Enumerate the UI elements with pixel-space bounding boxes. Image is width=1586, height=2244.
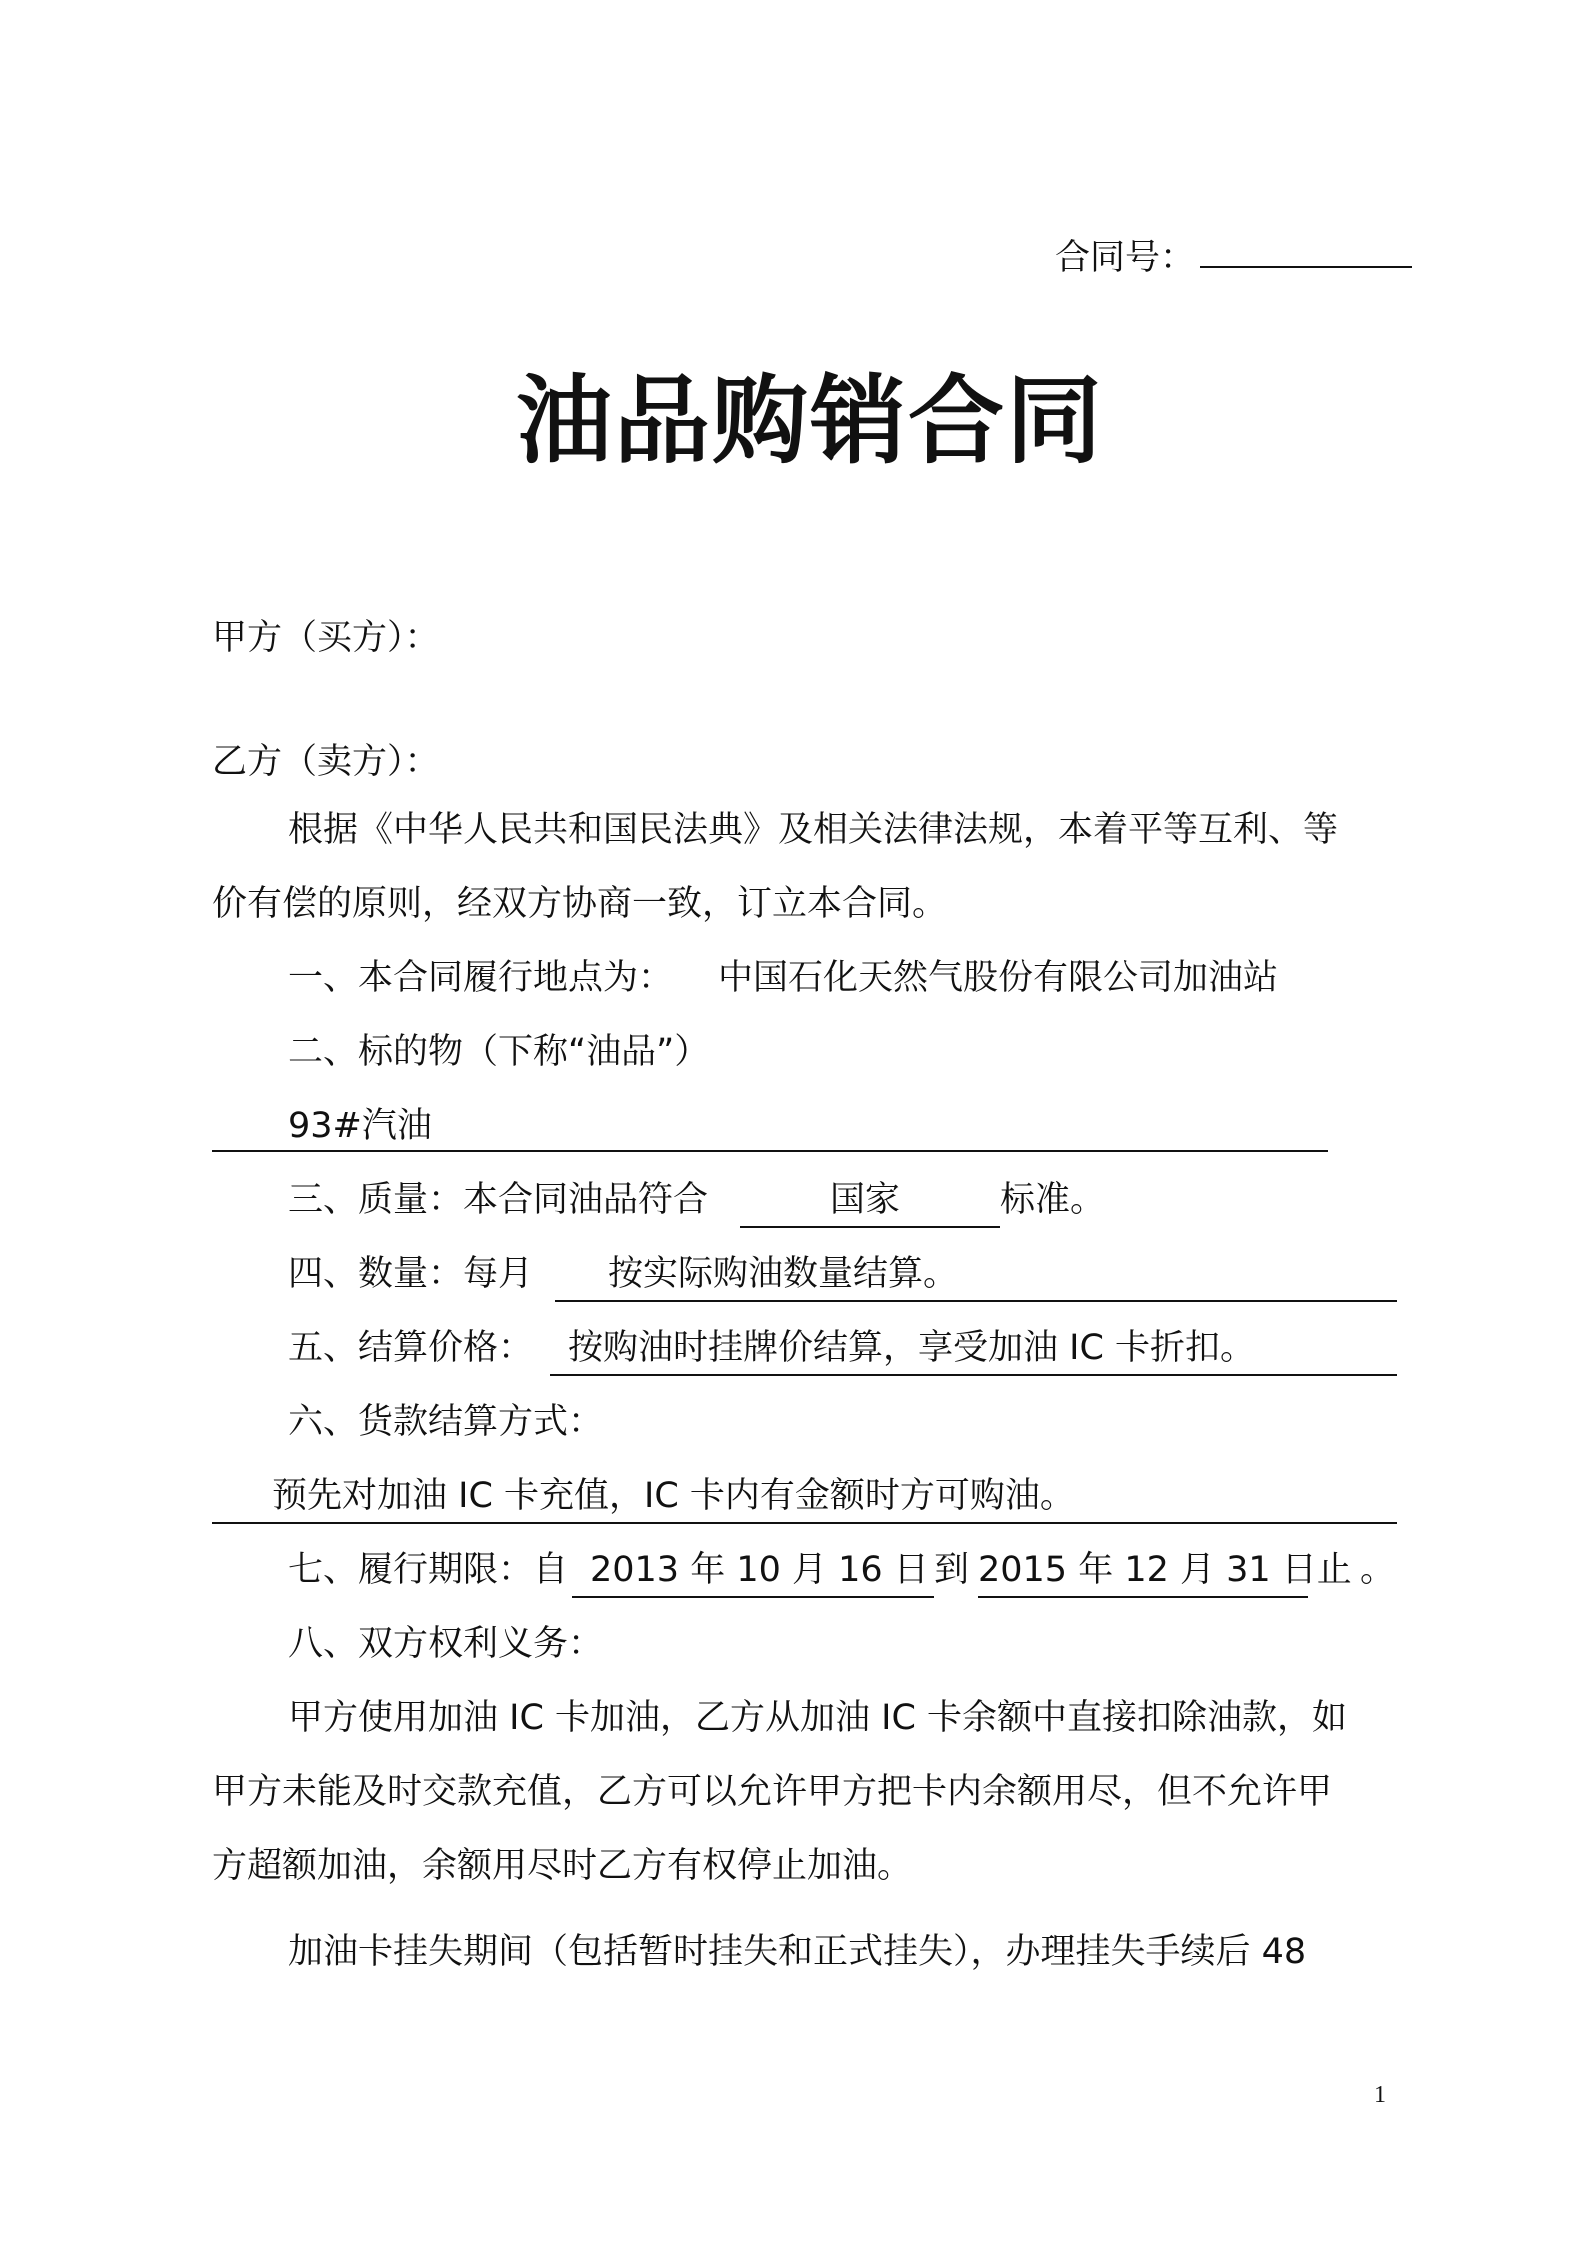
clause-7-end-date: 2015 年 12 月 31 日止 xyxy=(978,1550,1352,1590)
clause-7-end-underline xyxy=(978,1596,1308,1598)
clause-7-start-date: 2013 年 10 月 16 日 xyxy=(590,1550,929,1590)
clause-6-value: 预先对加油 IC 卡充值，IC 卡内有金额时方可购油。 xyxy=(272,1476,1075,1516)
preamble-line-2: 价有偿的原则，经双方协商一致，订立本合同。 xyxy=(212,884,948,924)
paragraph-1-line-3: 方超额加油，余额用尽时乙方有权停止加油。 xyxy=(212,1846,913,1886)
party-a-label: 甲方（买方）： xyxy=(212,618,440,658)
clause-5-label: 五、结算价格： xyxy=(288,1328,534,1368)
clause-1-value: 中国石化天然气股份有限公司加油站 xyxy=(718,958,1279,998)
clause-3-label: 三、质量：本合同油品符合 xyxy=(288,1180,709,1220)
clause-2-label: 二、标的物（下称“油品”） xyxy=(288,1032,710,1072)
clause-7-to: 到 xyxy=(934,1550,970,1590)
clause-2-value: 93#汽油 xyxy=(288,1106,432,1146)
clause-3-underline xyxy=(740,1226,1000,1228)
clause-7-label: 七、履行期限：自 xyxy=(288,1550,569,1590)
contract-number-field xyxy=(1200,266,1412,268)
clause-5-value: 按购油时挂牌价结算，享受加油 IC 卡折扣。 xyxy=(568,1328,1256,1368)
clause-6-label: 六、货款结算方式： xyxy=(288,1402,604,1442)
paragraph-1-line-1: 甲方使用加油 IC 卡加油，乙方从加油 IC 卡余额中直接扣除油款，如 xyxy=(288,1698,1348,1738)
paragraph-1-line-2: 甲方未能及时交款充值，乙方可以允许甲方把卡内余额用尽，但不允许甲 xyxy=(212,1772,1333,1812)
clause-5-underline xyxy=(550,1374,1397,1376)
clause-3-suffix: 标准。 xyxy=(1000,1180,1106,1220)
clause-4-label: 四、数量：每月 xyxy=(288,1254,534,1294)
clause-6-underline xyxy=(212,1522,1397,1524)
paragraph-2-line-1: 加油卡挂失期间（包括暂时挂失和正式挂失），办理挂失手续后 48 xyxy=(288,1932,1307,1972)
clause-4-underline xyxy=(555,1300,1397,1302)
preamble-line-1: 根据《中华人民共和国民法典》及相关法律法规，本着平等互利、等 xyxy=(288,810,1339,850)
party-b-label: 乙方（卖方）： xyxy=(212,742,440,782)
clause-7-start-underline xyxy=(572,1596,934,1598)
contract-number-label: 合同号： xyxy=(1055,238,1196,278)
clause-8-label: 八、双方权利义务： xyxy=(288,1624,604,1664)
clause-4-value: 按实际购油数量结算。 xyxy=(608,1254,959,1294)
clause-1-label: 一、本合同履行地点为： xyxy=(288,958,674,998)
clause-7-suffix: 。 xyxy=(1360,1550,1396,1590)
clause-2-underline xyxy=(212,1150,1328,1152)
document-title: 油品购销合同 xyxy=(516,365,1104,477)
page-number: 1 xyxy=(1374,2082,1386,2108)
clause-3-value: 国家 xyxy=(830,1180,901,1220)
